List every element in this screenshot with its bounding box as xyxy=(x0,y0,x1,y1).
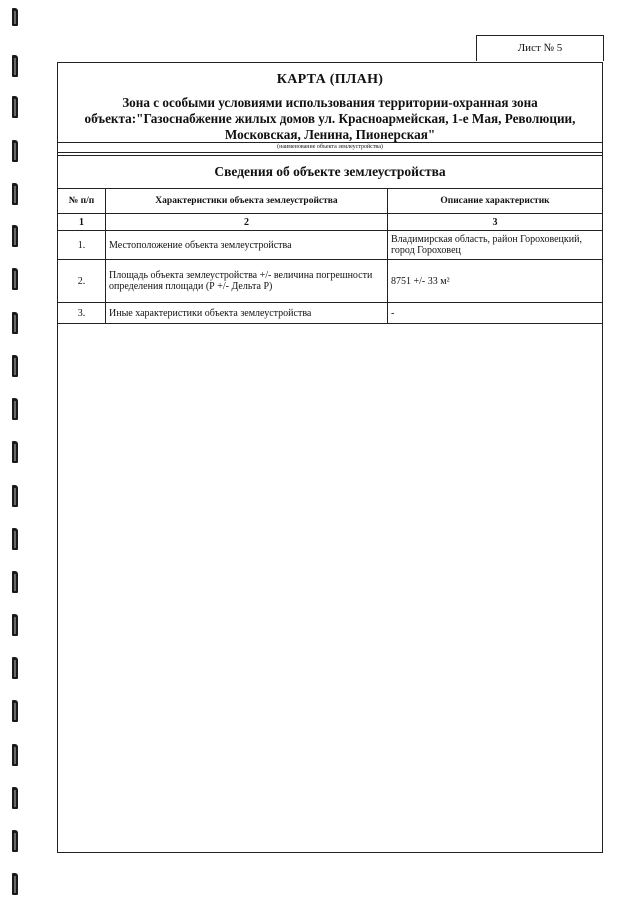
header-description: Описание характеристик xyxy=(388,189,603,214)
binding-mark xyxy=(12,873,18,895)
binding-mark xyxy=(12,183,18,205)
binding-mark xyxy=(12,225,18,247)
row-characteristic: Иные характеристики объекта землеустройства xyxy=(106,303,388,324)
binding-mark xyxy=(12,355,18,377)
binding-mark xyxy=(12,700,18,722)
binding-mark xyxy=(12,830,18,852)
header-number: № п/п xyxy=(58,189,106,214)
binding-mark xyxy=(12,657,18,679)
column-number: 3 xyxy=(388,214,603,231)
binding-mark xyxy=(12,744,18,766)
row-description: 8751 +/- 33 м² xyxy=(388,260,603,303)
table-row xyxy=(58,231,602,260)
zone-caption: (наименование объекта землеустройства) xyxy=(58,143,602,153)
binding-mark xyxy=(12,485,18,507)
column-number-row xyxy=(58,214,602,231)
binding-mark xyxy=(12,787,18,809)
binding-mark xyxy=(12,268,18,290)
section-title: Сведения об объекте землеустройства xyxy=(58,155,602,189)
binding-mark xyxy=(12,96,18,118)
binding-mark xyxy=(12,55,18,77)
binding-mark xyxy=(12,140,18,162)
row-description: - xyxy=(388,303,603,324)
binding-holes xyxy=(0,0,30,905)
zone-title: Зона с особыми условиями использования территории-охранная зона объекта:"Газоснабжение жилых домов ул. Красноармейская, 1-е Мая, Революции, Московская, Ленина, Пионерская" xyxy=(84,95,576,142)
document-frame xyxy=(57,62,603,853)
header-characteristic: Характеристики объекта землеустройства xyxy=(106,189,388,214)
table-header-row xyxy=(58,189,602,214)
document-header xyxy=(58,63,602,143)
row-number: 3. xyxy=(58,303,106,324)
binding-mark xyxy=(12,441,18,463)
binding-mark xyxy=(12,528,18,550)
binding-mark xyxy=(12,398,18,420)
binding-mark xyxy=(12,8,18,26)
map-title: КАРТА (ПЛАН) xyxy=(276,72,384,87)
row-number: 2. xyxy=(58,260,106,303)
table-row xyxy=(58,303,602,324)
row-characteristic: Местоположение объекта землеустройства xyxy=(106,231,388,260)
binding-mark xyxy=(12,614,18,636)
row-number: 1. xyxy=(58,231,106,260)
binding-mark xyxy=(12,571,18,593)
sheet-number: Лист № 5 xyxy=(476,35,604,61)
row-characteristic: Площадь объекта землеустройства +/- величина погрешности определения площади (Р +/- Дельта Р) xyxy=(106,260,388,303)
row-description: Владимирская область, район Гороховецкий, город Гороховец xyxy=(388,231,603,260)
column-number: 2 xyxy=(106,214,388,231)
table-row xyxy=(58,260,602,303)
characteristics-table xyxy=(58,189,602,324)
column-number: 1 xyxy=(58,214,106,231)
binding-mark xyxy=(12,312,18,334)
